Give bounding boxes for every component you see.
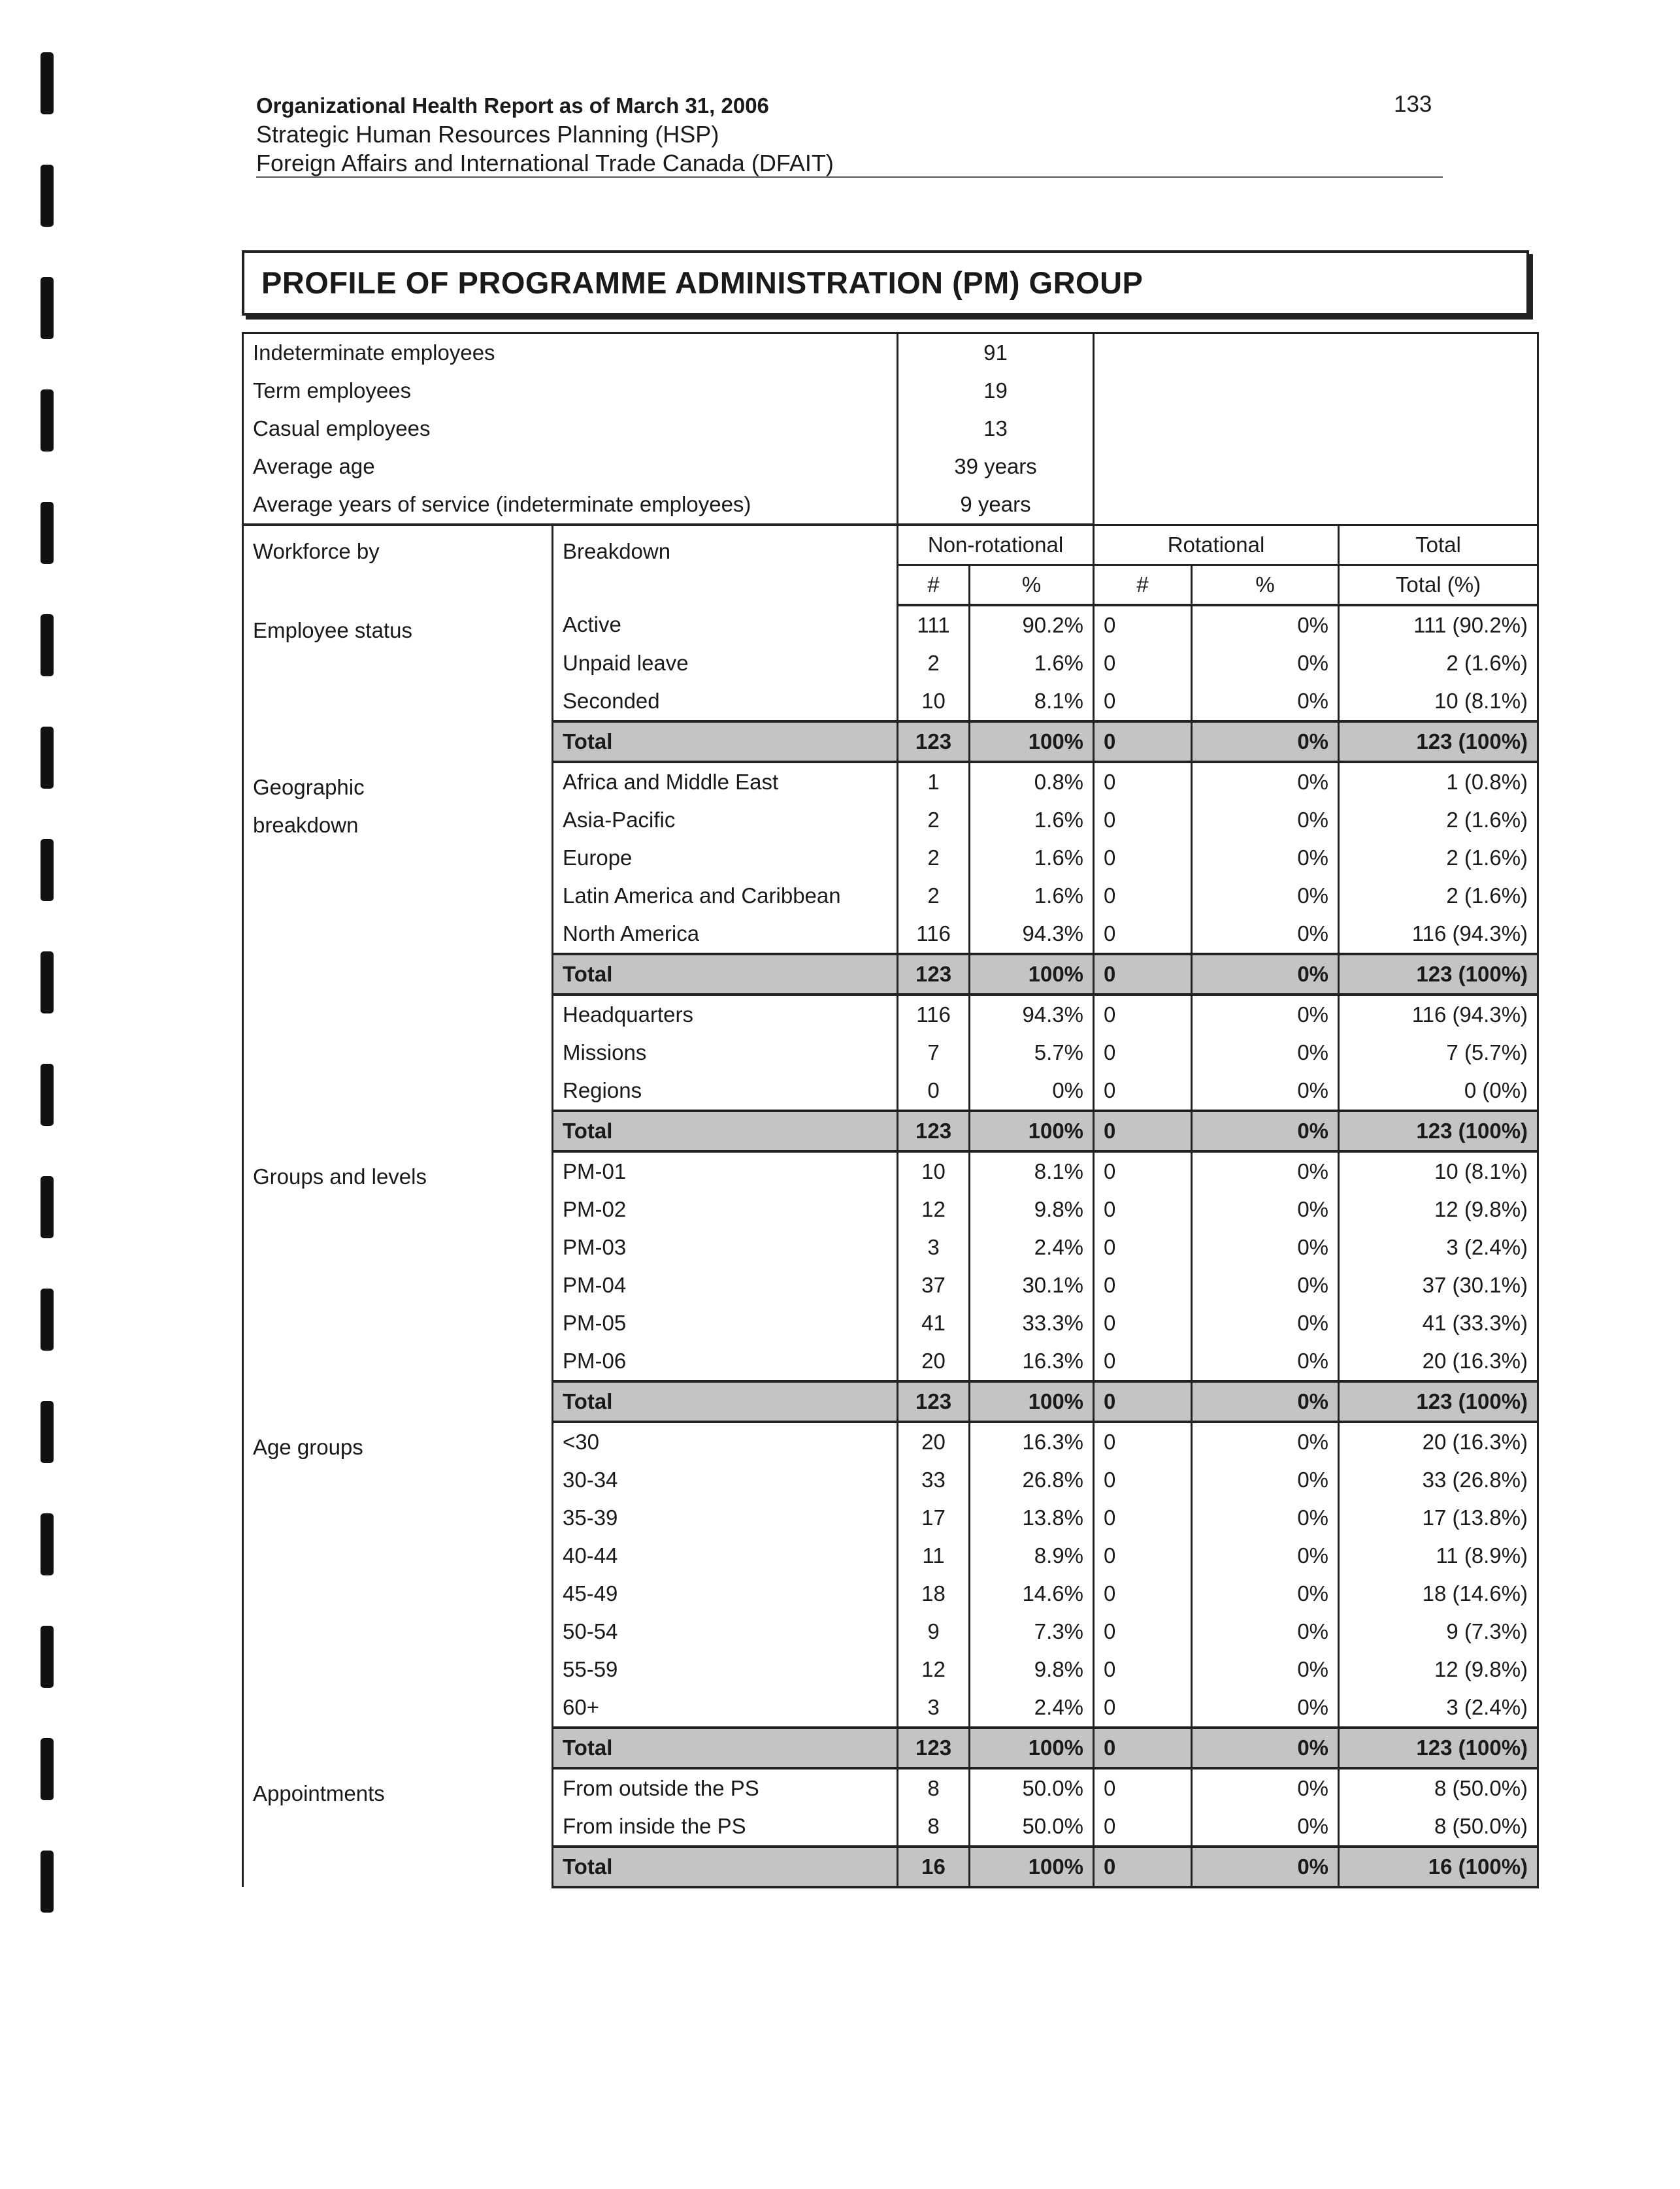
binder-hole <box>41 1851 54 1913</box>
section-label: Appointments <box>253 1781 385 1805</box>
non-rot-count: 123 <box>898 1728 970 1768</box>
non-rot-percent: 0% <box>970 1072 1094 1111</box>
rot-percent: 0% <box>1192 1461 1339 1499</box>
rot-count: 0 <box>1094 1847 1192 1887</box>
rot-percent: 0% <box>1192 762 1339 801</box>
non-rot-count: 2 <box>898 644 970 682</box>
rot-percent: 0% <box>1192 1499 1339 1537</box>
total-cell: 10 (8.1%) <box>1339 1151 1538 1191</box>
non-rot-count: 2 <box>898 801 970 839</box>
breakdown-cell: <30 <box>553 1422 898 1461</box>
rot-count: 0 <box>1094 1228 1192 1266</box>
total-cell: 16 (100%) <box>1339 1847 1538 1887</box>
breakdown-cell: 50-54 <box>553 1613 898 1651</box>
non-rot-percent: 1.6% <box>970 839 1094 877</box>
breakdown-cell: Missions <box>553 1034 898 1072</box>
rot-count: 0 <box>1094 1111 1192 1151</box>
non-rot-count: 123 <box>898 721 970 762</box>
header-rule <box>256 176 1443 178</box>
non-rot-percent: 8.1% <box>970 682 1094 721</box>
breakdown-cell: Regions <box>553 1072 898 1111</box>
binder-hole <box>41 614 54 676</box>
non-rot-percent: 8.1% <box>970 1151 1094 1191</box>
rot-percent: 0% <box>1192 1304 1339 1342</box>
non-rot-percent: 30.1% <box>970 1266 1094 1304</box>
non-rot-count-header: # <box>898 565 970 606</box>
rot-count: 0 <box>1094 1688 1192 1728</box>
rot-count: 0 <box>1094 995 1192 1034</box>
profile-table <box>242 332 1539 1888</box>
total-cell: 12 (9.8%) <box>1339 1191 1538 1228</box>
total-cell: 123 (100%) <box>1339 721 1538 762</box>
profile-title: PROFILE OF PROGRAMME ADMINISTRATION (PM) GROUP <box>261 265 1144 300</box>
rot-percent: 0% <box>1192 1111 1339 1151</box>
rot-count: 0 <box>1094 1381 1192 1422</box>
binder-hole <box>41 1289 54 1351</box>
summary-value: 9 years <box>898 486 1094 525</box>
non-rot-percent: 100% <box>970 721 1094 762</box>
breakdown-cell: Active <box>553 605 898 644</box>
summary-label: Indeterminate employees <box>243 333 898 372</box>
rot-percent: 0% <box>1192 915 1339 954</box>
total-cell: 17 (13.8%) <box>1339 1499 1538 1537</box>
non-rot-percent: 9.8% <box>970 1191 1094 1228</box>
non-rot-count: 8 <box>898 1807 970 1847</box>
rot-count: 0 <box>1094 1537 1192 1575</box>
total-cell: 2 (1.6%) <box>1339 839 1538 877</box>
breakdown-cell: Asia-Pacific <box>553 801 898 839</box>
breakdown-cell: PM-06 <box>553 1342 898 1381</box>
report-title: Organizational Health Report as of March 31, 2006 <box>256 93 769 118</box>
non-rot-percent: 2.4% <box>970 1228 1094 1266</box>
rot-percent: 0% <box>1192 1847 1339 1887</box>
non-rot-count: 123 <box>898 1381 970 1422</box>
non-rot-count: 123 <box>898 1111 970 1151</box>
rot-percent: 0% <box>1192 1034 1339 1072</box>
section-label: Employee status <box>253 618 412 642</box>
non-rot-percent: 100% <box>970 1381 1094 1422</box>
rot-percent: 0% <box>1192 1688 1339 1728</box>
report-subtitle-dfait: Foreign Affairs and International Trade Canada (DFAIT) <box>256 150 834 176</box>
rot-count: 0 <box>1094 1342 1192 1381</box>
summary-value: 91 <box>898 333 1094 372</box>
rot-percent: 0% <box>1192 1807 1339 1847</box>
non-rot-count: 1 <box>898 762 970 801</box>
total-cell: 123 (100%) <box>1339 1728 1538 1768</box>
rotational-header: Rotational <box>1094 525 1339 565</box>
breakdown-cell: Total <box>553 1728 898 1768</box>
rot-percent: 0% <box>1192 605 1339 644</box>
total-header: Total <box>1339 525 1538 565</box>
section-label: Geographic <box>253 775 365 799</box>
summary-value: 39 years <box>898 448 1094 486</box>
summary-value: 19 <box>898 372 1094 410</box>
total-cell: 8 (50.0%) <box>1339 1768 1538 1807</box>
binder-hole <box>41 1401 54 1463</box>
breakdown-cell: 35-39 <box>553 1499 898 1537</box>
non-rot-percent: 8.9% <box>970 1537 1094 1575</box>
report-subtitle-hsp: Strategic Human Resources Planning (HSP) <box>256 121 719 148</box>
non-rot-percent: 9.8% <box>970 1651 1094 1688</box>
binder-hole <box>41 951 54 1013</box>
total-cell: 3 (2.4%) <box>1339 1688 1538 1728</box>
non-rot-count: 37 <box>898 1266 970 1304</box>
non-rot-count: 8 <box>898 1768 970 1807</box>
non-rot-count: 41 <box>898 1304 970 1342</box>
total-cell: 1 (0.8%) <box>1339 762 1538 801</box>
breakdown-cell: Africa and Middle East <box>553 762 898 801</box>
non-rot-percent: 16.3% <box>970 1422 1094 1461</box>
table-row <box>243 1151 1538 1191</box>
section-label: Groups and levels <box>253 1164 427 1189</box>
non-rot-percent: 1.6% <box>970 801 1094 839</box>
summary-label: Term employees <box>243 372 898 410</box>
rot-count: 0 <box>1094 1034 1192 1072</box>
binder-hole <box>41 52 54 114</box>
summary-row <box>243 333 1538 372</box>
breakdown-cell: Total <box>553 1381 898 1422</box>
breakdown-cell: Total <box>553 954 898 995</box>
rot-percent: 0% <box>1192 1151 1339 1191</box>
column-header-row <box>243 525 1538 565</box>
non-rotational-header: Non-rotational <box>898 525 1094 565</box>
non-rot-count: 16 <box>898 1847 970 1887</box>
non-rot-percent-header: % <box>970 565 1094 606</box>
rot-count: 0 <box>1094 1422 1192 1461</box>
breakdown-cell: 60+ <box>553 1688 898 1728</box>
report-header <box>256 91 1443 178</box>
breakdown-cell: Total <box>553 1847 898 1887</box>
non-rot-percent: 33.3% <box>970 1304 1094 1342</box>
non-rot-percent: 26.8% <box>970 1461 1094 1499</box>
non-rot-percent: 0.8% <box>970 762 1094 801</box>
summary-value: 13 <box>898 410 1094 448</box>
summary-label: Average years of service (indeterminate employees) <box>243 486 898 525</box>
non-rot-count: 18 <box>898 1575 970 1613</box>
breakdown-header: Breakdown <box>553 525 898 605</box>
rot-count: 0 <box>1094 1575 1192 1613</box>
non-rot-count: 2 <box>898 877 970 915</box>
breakdown-cell: PM-02 <box>553 1191 898 1228</box>
rot-percent: 0% <box>1192 1342 1339 1381</box>
total-cell: 33 (26.8%) <box>1339 1461 1538 1499</box>
rot-percent: 0% <box>1192 1613 1339 1651</box>
rot-percent: 0% <box>1192 1537 1339 1575</box>
total-cell: 2 (1.6%) <box>1339 644 1538 682</box>
table-row <box>243 605 1538 644</box>
summary-label: Casual employees <box>243 410 898 448</box>
rot-count: 0 <box>1094 801 1192 839</box>
rot-count: 0 <box>1094 644 1192 682</box>
non-rot-count: 123 <box>898 954 970 995</box>
rot-percent: 0% <box>1192 1191 1339 1228</box>
non-rot-percent: 14.6% <box>970 1575 1094 1613</box>
rot-percent: 0% <box>1192 644 1339 682</box>
non-rot-percent: 90.2% <box>970 605 1094 644</box>
rot-count-header: # <box>1094 565 1192 606</box>
rot-percent: 0% <box>1192 954 1339 995</box>
non-rot-percent: 16.3% <box>970 1342 1094 1381</box>
breakdown-cell: North America <box>553 915 898 954</box>
total-cell: 8 (50.0%) <box>1339 1807 1538 1847</box>
breakdown-cell: PM-03 <box>553 1228 898 1266</box>
total-cell: 9 (7.3%) <box>1339 1613 1538 1651</box>
rot-percent: 0% <box>1192 1072 1339 1111</box>
rot-percent: 0% <box>1192 1768 1339 1807</box>
binder-hole <box>41 727 54 789</box>
binder-hole <box>41 839 54 901</box>
non-rot-percent: 94.3% <box>970 915 1094 954</box>
total-cell: 11 (8.9%) <box>1339 1537 1538 1575</box>
total-cell: 2 (1.6%) <box>1339 801 1538 839</box>
non-rot-count: 20 <box>898 1422 970 1461</box>
binder-hole <box>41 1738 54 1800</box>
total-cell: 123 (100%) <box>1339 1381 1538 1422</box>
non-rot-count: 2 <box>898 839 970 877</box>
breakdown-cell: Europe <box>553 839 898 877</box>
non-rot-percent: 100% <box>970 1728 1094 1768</box>
rot-percent: 0% <box>1192 1228 1339 1266</box>
non-rot-percent: 13.8% <box>970 1499 1094 1537</box>
section-label-employee_status <box>243 605 553 762</box>
breakdown-cell: From outside the PS <box>553 1768 898 1807</box>
binder-hole <box>41 1064 54 1126</box>
rot-percent: 0% <box>1192 1422 1339 1461</box>
table-row <box>243 762 1538 801</box>
rot-percent: 0% <box>1192 1575 1339 1613</box>
non-rot-percent: 100% <box>970 1111 1094 1151</box>
rot-percent: 0% <box>1192 1381 1339 1422</box>
rot-count: 0 <box>1094 1768 1192 1807</box>
rot-count: 0 <box>1094 1072 1192 1111</box>
section-label: Age groups <box>253 1435 363 1459</box>
non-rot-count: 12 <box>898 1191 970 1228</box>
section-label-groups_levels <box>243 1151 553 1422</box>
rot-percent: 0% <box>1192 1651 1339 1688</box>
breakdown-cell: Unpaid leave <box>553 644 898 682</box>
non-rot-count: 17 <box>898 1499 970 1537</box>
rot-count: 0 <box>1094 1191 1192 1228</box>
breakdown-cell: From inside the PS <box>553 1807 898 1847</box>
total-cell: 123 (100%) <box>1339 1111 1538 1151</box>
total-cell: 20 (16.3%) <box>1339 1342 1538 1381</box>
non-rot-count: 116 <box>898 915 970 954</box>
rot-count: 0 <box>1094 1651 1192 1688</box>
rot-count: 0 <box>1094 1266 1192 1304</box>
total-cell: 37 (30.1%) <box>1339 1266 1538 1304</box>
non-rot-count: 111 <box>898 605 970 644</box>
rot-count: 0 <box>1094 1499 1192 1537</box>
breakdown-cell: 45-49 <box>553 1575 898 1613</box>
non-rot-percent: 1.6% <box>970 877 1094 915</box>
non-rot-percent: 50.0% <box>970 1768 1094 1807</box>
non-rot-percent: 50.0% <box>970 1807 1094 1847</box>
rot-percent: 0% <box>1192 801 1339 839</box>
rot-count: 0 <box>1094 1461 1192 1499</box>
section-label-line2: breakdown <box>253 813 359 837</box>
rot-percent: 0% <box>1192 1728 1339 1768</box>
non-rot-percent: 1.6% <box>970 644 1094 682</box>
binder-hole <box>41 389 54 452</box>
non-rot-percent: 100% <box>970 1847 1094 1887</box>
total-cell: 0 (0%) <box>1339 1072 1538 1111</box>
non-rot-count: 9 <box>898 1613 970 1651</box>
workforce-by-header: Workforce by <box>243 525 553 605</box>
total-cell: 116 (94.3%) <box>1339 915 1538 954</box>
total-cell: 10 (8.1%) <box>1339 682 1538 721</box>
non-rot-count: 10 <box>898 1151 970 1191</box>
table-row <box>243 1422 1538 1461</box>
rot-count: 0 <box>1094 954 1192 995</box>
total-cell: 41 (33.3%) <box>1339 1304 1538 1342</box>
rot-count: 0 <box>1094 1728 1192 1768</box>
total-cell: 123 (100%) <box>1339 954 1538 995</box>
breakdown-cell: Seconded <box>553 682 898 721</box>
section-label-appointments <box>243 1768 553 1887</box>
binder-hole <box>41 1176 54 1238</box>
rot-count: 0 <box>1094 915 1192 954</box>
breakdown-cell: PM-04 <box>553 1266 898 1304</box>
non-rot-count: 11 <box>898 1537 970 1575</box>
rot-percent: 0% <box>1192 839 1339 877</box>
total-cell: 18 (14.6%) <box>1339 1575 1538 1613</box>
breakdown-cell: 55-59 <box>553 1651 898 1688</box>
rot-count: 0 <box>1094 877 1192 915</box>
rot-count: 0 <box>1094 1304 1192 1342</box>
summary-label: Average age <box>243 448 898 486</box>
summary-blank <box>1094 333 1538 525</box>
rot-count: 0 <box>1094 762 1192 801</box>
non-rot-count: 7 <box>898 1034 970 1072</box>
total-cell: 20 (16.3%) <box>1339 1422 1538 1461</box>
non-rot-count: 20 <box>898 1342 970 1381</box>
profile-title-box <box>242 250 1529 316</box>
total-cell: 111 (90.2%) <box>1339 605 1538 644</box>
rot-count: 0 <box>1094 605 1192 644</box>
rot-percent: 0% <box>1192 721 1339 762</box>
breakdown-cell: Latin America and Caribbean <box>553 877 898 915</box>
breakdown-cell: 30-34 <box>553 1461 898 1499</box>
binder-hole <box>41 1626 54 1688</box>
binder-hole <box>41 165 54 227</box>
total-cell: 3 (2.4%) <box>1339 1228 1538 1266</box>
non-rot-count: 10 <box>898 682 970 721</box>
rot-count: 0 <box>1094 1807 1192 1847</box>
rot-percent: 0% <box>1192 1266 1339 1304</box>
non-rot-percent: 5.7% <box>970 1034 1094 1072</box>
total-cell: 7 (5.7%) <box>1339 1034 1538 1072</box>
non-rot-count: 3 <box>898 1228 970 1266</box>
non-rot-count: 33 <box>898 1461 970 1499</box>
rot-percent: 0% <box>1192 682 1339 721</box>
total-cell: 116 (94.3%) <box>1339 995 1538 1034</box>
rot-count: 0 <box>1094 682 1192 721</box>
total-cell: 12 (9.8%) <box>1339 1651 1538 1688</box>
rot-count: 0 <box>1094 839 1192 877</box>
rot-percent: 0% <box>1192 995 1339 1034</box>
page-number: 133 <box>1394 91 1432 117</box>
breakdown-cell: PM-05 <box>553 1304 898 1342</box>
rot-percent: 0% <box>1192 877 1339 915</box>
non-rot-count: 3 <box>898 1688 970 1728</box>
binder-hole <box>41 277 54 339</box>
section-label-age_groups <box>243 1422 553 1768</box>
rot-count: 0 <box>1094 721 1192 762</box>
non-rot-percent: 7.3% <box>970 1613 1094 1651</box>
total-cell: 2 (1.6%) <box>1339 877 1538 915</box>
breakdown-cell: Headquarters <box>553 995 898 1034</box>
non-rot-count: 116 <box>898 995 970 1034</box>
breakdown-cell: PM-01 <box>553 1151 898 1191</box>
table-row <box>243 1768 1538 1807</box>
non-rot-count: 0 <box>898 1072 970 1111</box>
non-rot-count: 12 <box>898 1651 970 1688</box>
total-percent-header: Total (%) <box>1339 565 1538 606</box>
non-rot-percent: 94.3% <box>970 995 1094 1034</box>
binder-hole <box>41 1513 54 1575</box>
breakdown-cell: Total <box>553 721 898 762</box>
non-rot-percent: 100% <box>970 954 1094 995</box>
rot-count: 0 <box>1094 1151 1192 1191</box>
breakdown-cell: 40-44 <box>553 1537 898 1575</box>
rot-percent-header: % <box>1192 565 1339 606</box>
breakdown-cell: Total <box>553 1111 898 1151</box>
non-rot-percent: 2.4% <box>970 1688 1094 1728</box>
binder-hole <box>41 502 54 564</box>
rot-count: 0 <box>1094 1613 1192 1651</box>
section-label-geographic <box>243 762 553 1151</box>
